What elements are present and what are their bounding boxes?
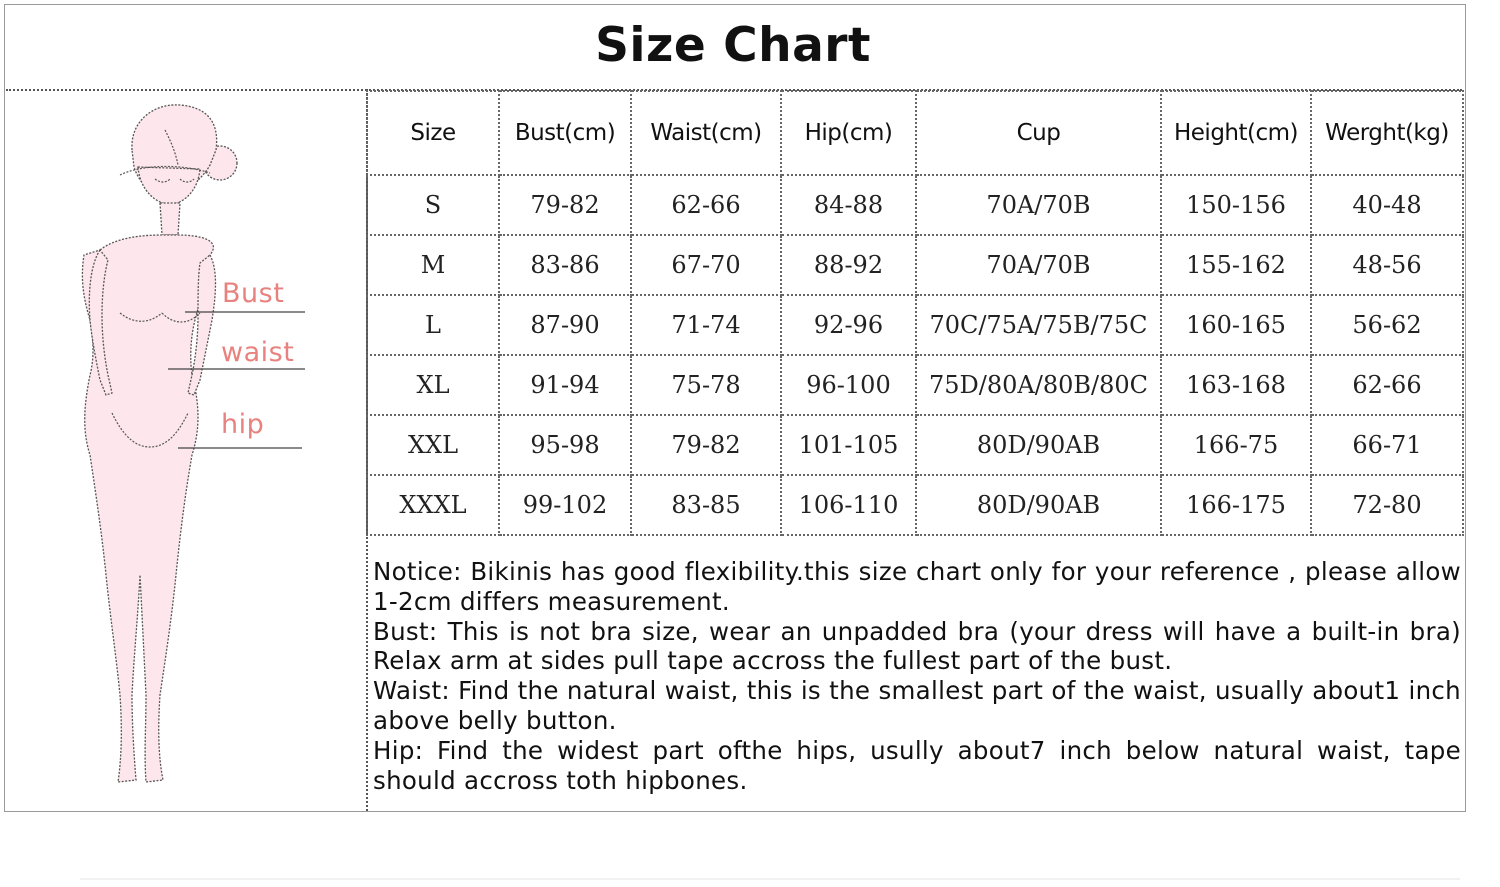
cell-size: XL	[367, 355, 499, 415]
cell-cup: 70A/70B	[916, 235, 1161, 295]
cell-waist: 67-70	[631, 235, 781, 295]
header-weight: Werght(kg)	[1311, 91, 1463, 175]
cell-height: 155-162	[1161, 235, 1311, 295]
cell-cup: 75D/80A/80B/80C	[916, 355, 1161, 415]
header-bust: Bust(cm)	[499, 91, 631, 175]
cell-height: 166-175	[1161, 475, 1311, 535]
hip-note: Hip: Find the widest part ofthe hips, usully about7 inch below natural waist, tape should accross toth hipbones.	[373, 735, 1461, 795]
waist-note: Waist: Find the natural waist, this is the smallest part of the waist, usually about1 inch above belly button.	[373, 676, 1461, 735]
cell-size: S	[367, 175, 499, 235]
cell-weight: 56-62	[1311, 295, 1463, 355]
cell-cup: 70A/70B	[916, 175, 1161, 235]
cell-size: XXL	[367, 415, 499, 475]
cell-cup: 80D/90AB	[916, 415, 1161, 475]
cell-height: 166-75	[1161, 415, 1311, 475]
bottom-divider	[80, 878, 1460, 880]
waist-label: waist	[221, 337, 295, 368]
cell-waist: 75-78	[631, 355, 781, 415]
bust-note: Bust: This is not bra size, wear an unpadded bra (your dress will have a built-in bra) Relax arm at sides pull tape accross the fullest part of the bust.	[373, 616, 1461, 676]
cell-size: M	[367, 235, 499, 295]
cell-bust: 99-102	[499, 475, 631, 535]
hip-label: hip	[221, 409, 265, 440]
cell-hip: 84-88	[781, 175, 916, 235]
size-notes	[373, 557, 1461, 795]
cell-waist: 79-82	[631, 415, 781, 475]
table-row	[367, 295, 1463, 355]
cell-waist: 71-74	[631, 295, 781, 355]
size-table	[366, 90, 1464, 536]
table-header-row	[367, 91, 1463, 175]
bust-label: Bust	[222, 278, 285, 309]
table-row	[367, 415, 1463, 475]
cell-hip: 106-110	[781, 475, 916, 535]
cell-hip: 92-96	[781, 295, 916, 355]
cell-bust: 95-98	[499, 415, 631, 475]
cell-cup: 70C/75A/75B/75C	[916, 295, 1161, 355]
cell-height: 163-168	[1161, 355, 1311, 415]
cell-weight: 40-48	[1311, 175, 1463, 235]
cell-weight: 62-66	[1311, 355, 1463, 415]
cell-hip: 96-100	[781, 355, 916, 415]
notice-note: Notice: Bikinis has good flexibility.this size chart only for your reference , please allow 1-2cm differs measurement.	[373, 557, 1461, 616]
cell-weight: 48-56	[1311, 235, 1463, 295]
header-height: Height(cm)	[1161, 91, 1311, 175]
cell-bust: 79-82	[499, 175, 631, 235]
header-hip: Hip(cm)	[781, 91, 916, 175]
table-row	[367, 235, 1463, 295]
header-cup: Cup	[916, 91, 1161, 175]
cell-hip: 101-105	[781, 415, 916, 475]
header-size: Size	[367, 91, 499, 175]
cell-waist: 83-85	[631, 475, 781, 535]
cell-height: 150-156	[1161, 175, 1311, 235]
body-figure	[60, 95, 330, 795]
cell-bust: 91-94	[499, 355, 631, 415]
cell-height: 160-165	[1161, 295, 1311, 355]
cell-size: XXXL	[367, 475, 499, 535]
page-title: Size Chart	[595, 18, 871, 73]
table-row	[367, 475, 1463, 535]
cell-bust: 83-86	[499, 235, 631, 295]
cell-weight: 66-71	[1311, 415, 1463, 475]
cell-size: L	[367, 295, 499, 355]
cell-weight: 72-80	[1311, 475, 1463, 535]
table-row	[367, 355, 1463, 415]
cell-bust: 87-90	[499, 295, 631, 355]
header-waist: Waist(cm)	[631, 91, 781, 175]
table-row	[367, 175, 1463, 235]
body-figure-illustration	[60, 95, 330, 795]
cell-cup: 80D/90AB	[916, 475, 1161, 535]
cell-hip: 88-92	[781, 235, 916, 295]
cell-waist: 62-66	[631, 175, 781, 235]
